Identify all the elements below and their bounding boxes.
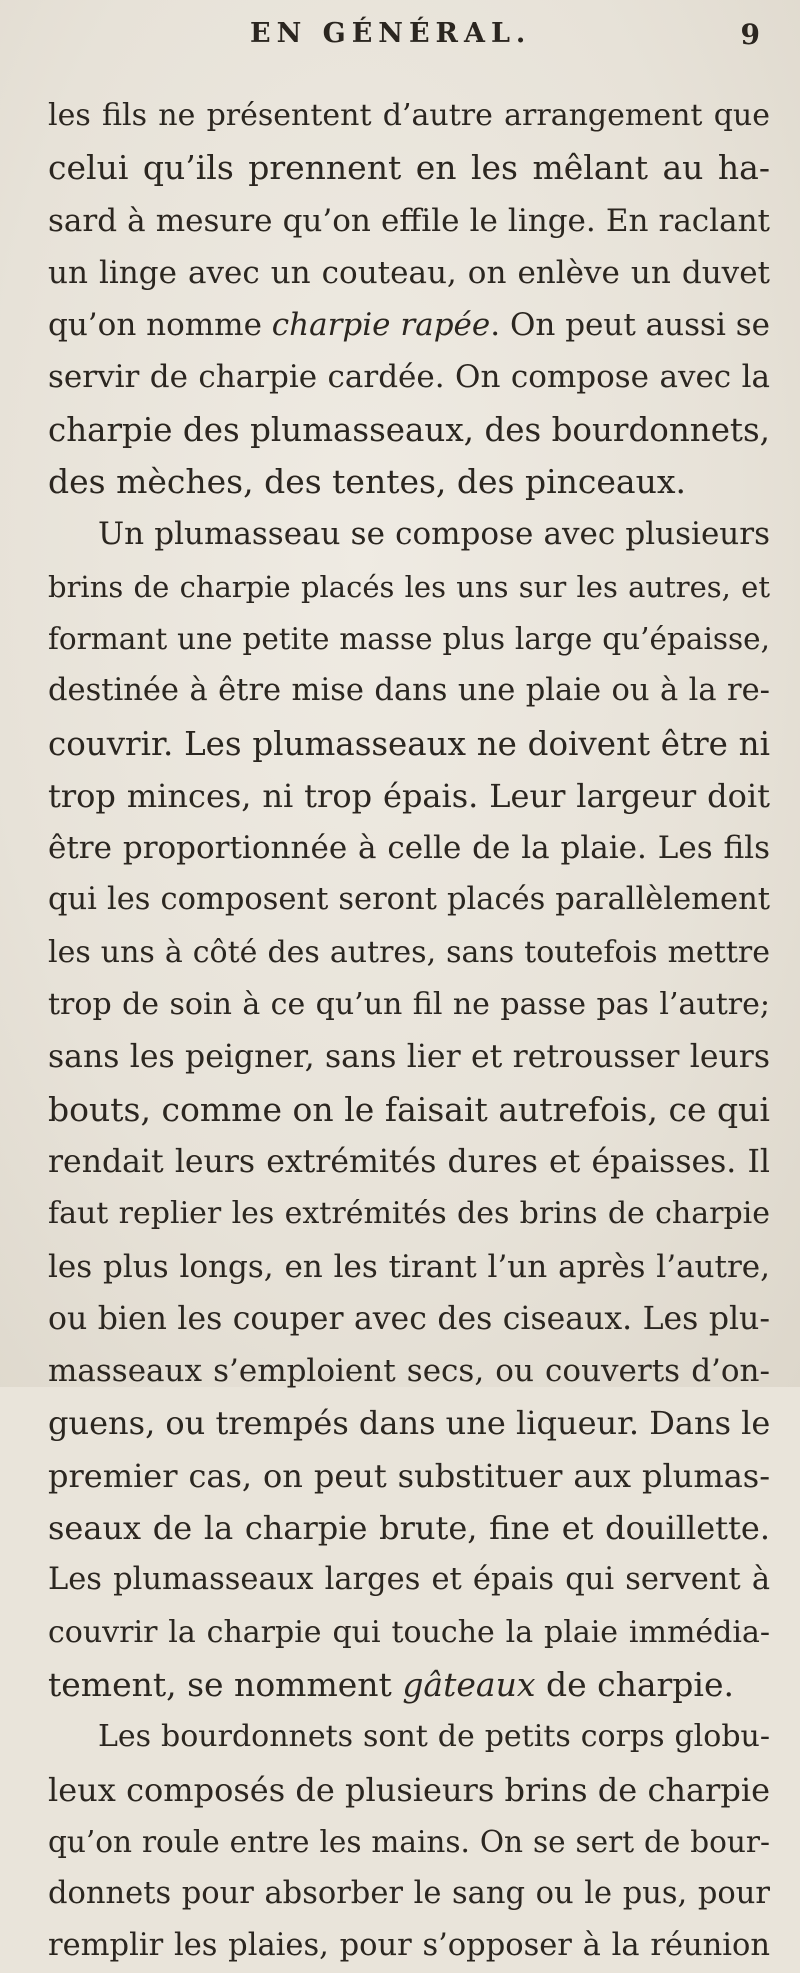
- text-line: Les plumasseaux larges et épais qui servent à: [48, 1562, 770, 1598]
- text-line: [48, 299, 770, 351]
- text-line: un linge avec un couteau, on enlève un duvet: [48, 254, 770, 291]
- text-line: couvrir la charpie qui touche la plaie immédia-: [48, 1614, 770, 1650]
- text-line: guens, ou trempés dans une liqueur. Dans le: [48, 1404, 771, 1443]
- body-text: [48, 90, 770, 1973]
- italic-term: gâteaux: [402, 1664, 536, 1704]
- text-line: les fils ne présentent d’autre arrangement que: [48, 98, 770, 133]
- text-line: rendait leurs extrémités dures et épaisses. Il: [48, 1143, 770, 1180]
- text-line: trop minces, ni trop épais. Leur largeur doit: [48, 776, 770, 815]
- text-line: brins de charpie placés les uns sur les autres, et: [48, 569, 770, 604]
- text-line: qu’on roule entre les mains. On se sert de bour-: [48, 1824, 770, 1859]
- italic-term: charpie rapée: [271, 307, 491, 344]
- text-line: servir de charpie cardée. On compose avec la: [48, 359, 770, 396]
- text-run: de charpie.: [535, 1664, 734, 1704]
- text-line: Un plumasseau se compose avec plusieurs: [98, 516, 770, 553]
- text-line: trop de soin à ce qu’un fil ne passe pas l’autre;: [48, 987, 770, 1023]
- text-line: des mèches, des tentes, des pinceaux.: [48, 462, 686, 502]
- text-line: ou bien les couper avec des ciseaux. Les plu-: [48, 1300, 770, 1337]
- running-title: EN GÉNÉRAL.: [250, 18, 532, 49]
- text-line: les plus longs, en les tirant l’un après l’autre,: [48, 1248, 770, 1285]
- text-line: premier cas, on peut substituer aux plumas-: [48, 1456, 770, 1495]
- text-line: faut replier les extrémités des brins de charpie: [48, 1196, 770, 1232]
- text-line: donnets pour absorber le sang ou le pus, pour: [48, 1876, 770, 1912]
- text-line: seaux de la charpie brute, fine et douillette.: [48, 1509, 770, 1548]
- text-run: tement, se nomment: [48, 1664, 403, 1704]
- text-line: sans les peigner, sans lier et retrousser leurs: [48, 1039, 770, 1076]
- text-line: destinée à être mise dans une plaie ou à la re-: [48, 673, 770, 709]
- text-line: charpie des plumasseaux, des bourdonnets,: [48, 410, 770, 449]
- text-line: couvrir. Les plumasseaux ne doivent être ni: [48, 724, 770, 763]
- text-line: remplir les plaies, pour s’opposer à la réunion: [48, 1928, 770, 1964]
- text-line: [48, 1659, 770, 1711]
- text-line: formant une petite masse plus large qu’épaisse,: [48, 621, 770, 656]
- text-line: Les bourdonnets sont de petits corps globu-: [98, 1719, 770, 1755]
- text-line: sard à mesure qu’on effile le linge. En raclant: [48, 202, 770, 239]
- text-run: . On peut aussi se: [490, 307, 770, 344]
- page-header: [250, 18, 760, 58]
- text-line: bouts, comme on le faisait autrefois, ce qui: [48, 1089, 770, 1129]
- text-line: masseaux s’emploient secs, ou couverts d’on-: [48, 1353, 770, 1390]
- page-number: 9: [740, 18, 760, 51]
- text-line: celui qu’ils prennent en les mêlant au ha-: [48, 148, 770, 188]
- text-line: les uns à côté des autres, sans toutefois mettre: [48, 934, 770, 970]
- text-line: être proportionnée à celle de la plaie. Les fils: [48, 830, 770, 867]
- text-line: qui les composent seront placés parallèlement: [48, 882, 770, 918]
- text-run: qu’on nomme: [48, 307, 272, 344]
- text-line: leux composés de plusieurs brins de charpie: [48, 1770, 770, 1809]
